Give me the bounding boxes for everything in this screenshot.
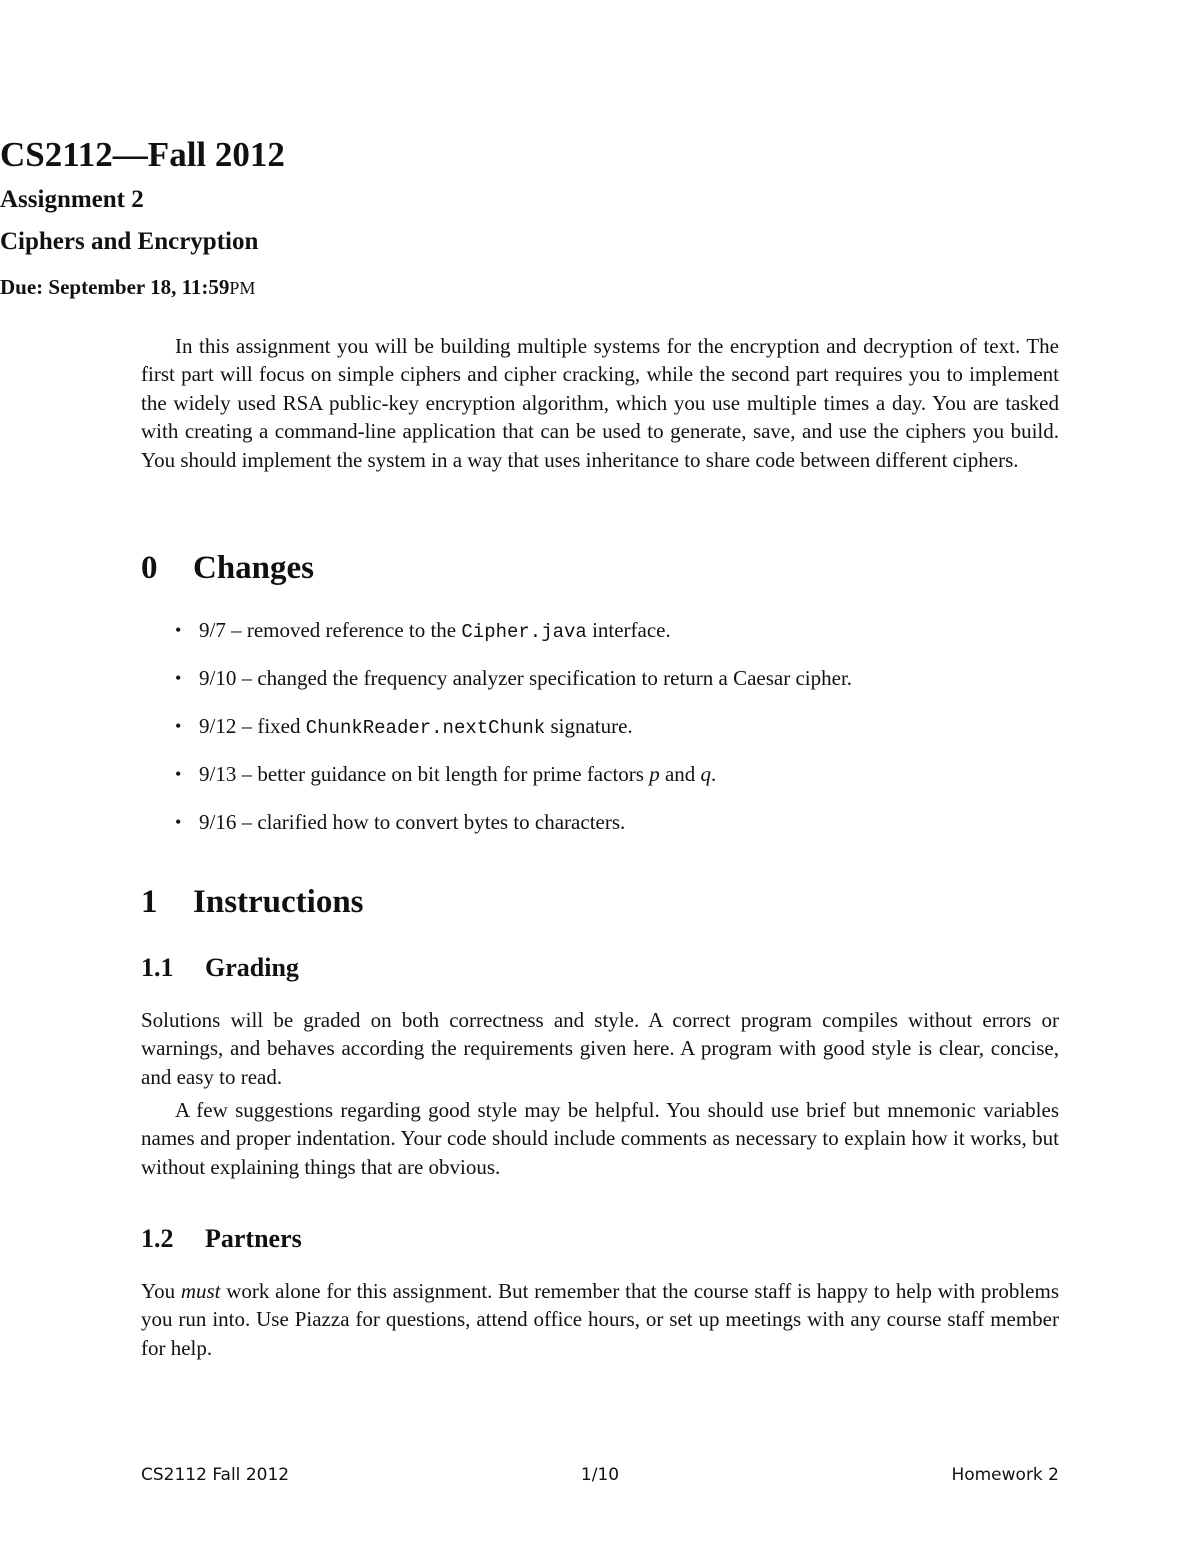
change-item-1 — [175, 612, 852, 660]
change-1-text-end: interface. — [586, 618, 671, 642]
grading-paragraph-2: A few suggestions regarding good style may be helpful. You should use brief but mnemonic variables names and proper indentation. Your code should include comments as necessary to explain how it works, but without explaining things that are obvious. — [141, 1098, 1059, 1179]
change-4-text-end: . — [711, 762, 717, 786]
section-1-2-number: 1.2 — [141, 1224, 174, 1253]
section-1-1-title: Grading — [205, 953, 299, 982]
footer-homework: Homework 2 — [951, 1465, 1059, 1485]
section-0-heading — [141, 548, 314, 588]
due-date-pm: PM — [229, 278, 256, 298]
section-1-1-heading — [141, 952, 299, 984]
partners-emphasis: must — [180, 1279, 221, 1303]
change-4-var-p: p — [649, 762, 660, 786]
section-0-number: 0 — [141, 550, 158, 586]
change-item-5 — [175, 804, 852, 852]
change-4-var-q: q — [700, 762, 712, 786]
partners-paragraph — [141, 1277, 1059, 1362]
section-1-number: 1 — [141, 884, 158, 920]
assignment-subtitle: Ciphers and Encryption — [0, 228, 259, 255]
change-3-text: 9/12 – fixed — [199, 714, 306, 738]
section-1-2-title: Partners — [205, 1224, 302, 1253]
grading-paragraph-1: Solutions will be graded on both correctness and style. A correct program compiles without errors or warnings, and behaves according the requirements given here. A program with good style is clear, concise, and easy to read. — [141, 1008, 1059, 1089]
change-4-text-mid: and — [659, 762, 701, 786]
partners-text-start: You — [141, 1279, 181, 1303]
change-2-text: 9/10 – changed the frequency analyzer specification to return a Caesar cipher. — [199, 666, 853, 690]
due-date — [0, 273, 1200, 302]
change-4-text: 9/13 – better guidance on bit length for prime factors — [199, 762, 650, 786]
change-item-2 — [175, 660, 852, 708]
footer-course: CS2112 Fall 2012 — [141, 1465, 290, 1485]
changes-list — [175, 612, 852, 852]
due-date-label: Due: September 18, 11:59 — [0, 275, 230, 299]
change-item-3 — [175, 708, 852, 756]
change-3-code: ChunkReader.nextChunk — [305, 717, 546, 739]
section-1-2-heading — [141, 1223, 302, 1255]
change-item-4 — [175, 756, 852, 804]
partners-text-end: work alone for this assignment. But remember that the course staff is happy to help with problems you run into. Use Piazza for questions, attend office hours, or set up meetings with any course staff member for help. — [141, 1279, 1059, 1360]
change-1-text: 9/7 – removed reference to the — [199, 618, 462, 642]
change-5-text: 9/16 – clarified how to convert bytes to characters. — [199, 810, 626, 834]
change-3-text-end: signature. — [545, 714, 633, 738]
footer-page-number: 1/10 — [580, 1465, 620, 1485]
section-1-1-number: 1.1 — [141, 953, 174, 982]
course-title: CS2112—Fall 2012 — [0, 135, 285, 174]
section-1-heading — [141, 882, 364, 922]
section-0-title: Changes — [193, 550, 315, 586]
assignment-number: Assignment 2 — [0, 186, 144, 213]
section-1-title: Instructions — [193, 884, 364, 920]
intro-paragraph: In this assignment you will be building multiple systems for the encryption and decryption of text. The first part will focus on simple ciphers and cipher cracking, while the second part requires you to implement the widely used RSA public-key encryption algorithm, which you use multiple times a day. You are tasked with creating a command-line application that can be used to generate, save, and use the ciphers you build. You should implement the system in a way that uses inheritance to share code between different ciphers. — [141, 334, 1059, 472]
change-1-code: Cipher.java — [461, 621, 587, 643]
